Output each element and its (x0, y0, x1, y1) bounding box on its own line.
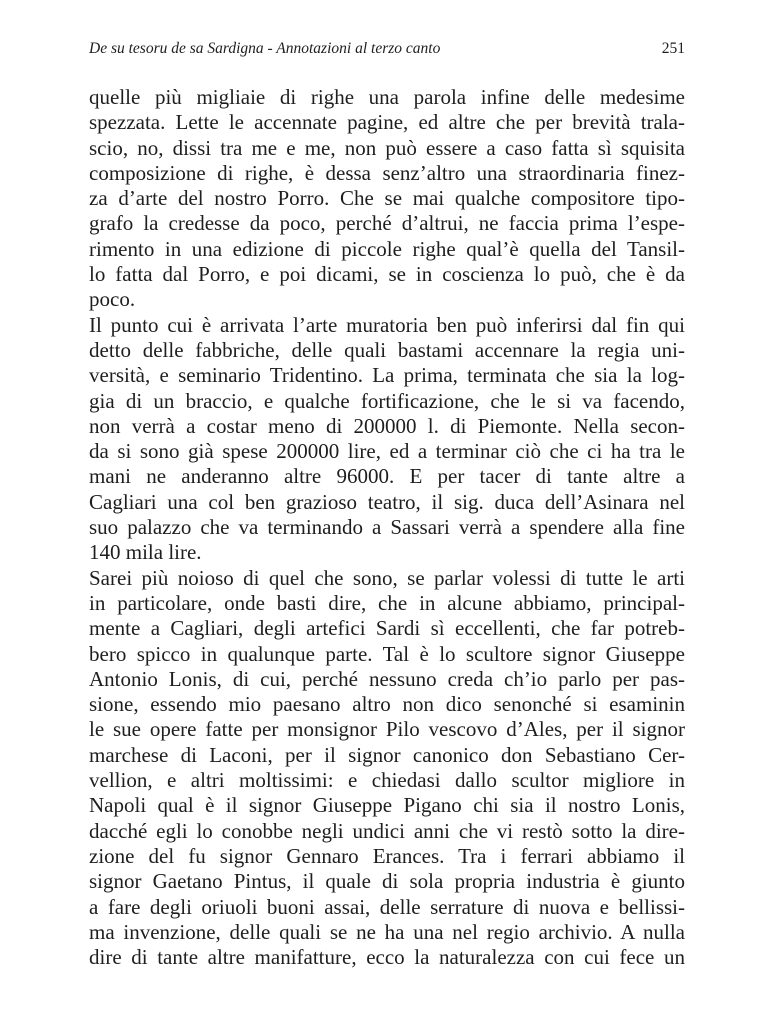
text-line: marchese di Laconi, per il signor canonico don Sebastiano Cer- (89, 742, 685, 767)
text-line: mani ne anderanno altre 96000. E per tacer di tante altre a (89, 464, 685, 489)
running-header (89, 40, 685, 62)
paragraph-1 (89, 85, 685, 313)
body-text (89, 85, 685, 970)
text-line: da si sono già spese 200000 lire, ed a terminar ciò che ci ha tra le (89, 439, 685, 464)
text-line: Antonio Lonis, di cui, perché nessuno creda ch’io parlo per pas- (89, 666, 685, 691)
text-line: dacché egli lo conobbe negli undici anni che vi restò sotto la dire- (89, 818, 685, 843)
text-line: poco. (89, 287, 136, 312)
text-line: lo fatta dal Porro, e poi dicami, se in coscienza lo può, che è da (89, 262, 685, 287)
text-line: bero spicco in qualunque parte. Tal è lo scultore signor Giuseppe (89, 641, 685, 666)
text-line: scio, no, dissi tra me e me, non può essere a caso fatta sì squisita (89, 135, 685, 160)
paragraph-2 (89, 313, 685, 566)
text-line: versità, e seminario Tridentino. La prima, terminata che sia la log- (89, 363, 685, 388)
text-line: vellion, e altri moltissimi: e chiedasi dallo scultor migliore in (89, 768, 685, 793)
paragraph-3 (89, 566, 685, 971)
text-line: composizione di righe, è dessa senz’altro una straordinaria finez- (89, 160, 685, 185)
text-line: spezzata. Lette le accennate pagine, ed altre che per brevità trala- (89, 110, 685, 135)
text-line: Sarei più noioso di quel che sono, se parlar volessi di tutte le arti (89, 565, 685, 590)
text-line: Napoli qual è il signor Giuseppe Pigano chi sia il nostro Lonis, (89, 793, 685, 818)
text-line: suo palazzo che va terminando a Sassari verrà a spendere alla fine (89, 515, 685, 540)
text-line: gia di un braccio, e qualche fortificazione, che le si va facendo, (89, 388, 685, 413)
text-line: a fare degli oriuoli buoni assai, delle serrature di nuova e bellissi- (89, 894, 685, 919)
text-line: sione, essendo mio paesano altro non dico senonché si esaminin (89, 692, 685, 717)
text-line: Cagliari una col ben grazioso teatro, il sig. duca dell’Asinara nel (89, 489, 685, 514)
text-line: quelle più migliaie di righe una parola infine delle medesime (89, 85, 685, 109)
text-line: grafo la credesse da poco, perché d’altrui, ne faccia prima l’espe- (89, 211, 685, 236)
text-line: signor Gaetano Pintus, il quale di sola propria industria è giunto (89, 869, 685, 894)
text-line: dire di tante altre manifatture, ecco la naturalezza con cui fece un (89, 945, 685, 970)
text-line: ma invenzione, delle quali se ne ha una nel regio archivio. A nulla (89, 919, 685, 944)
text-line: mente a Cagliari, degli artefici Sardi sì eccellenti, che far potreb- (89, 616, 685, 641)
text-line: Il punto cui è arrivata l’arte muratoria ben può inferirsi dal fin qui (89, 312, 685, 337)
text-line: non verrà a costar meno di 200000 l. di Piemonte. Nella secon- (89, 413, 685, 438)
text-line: zione del fu signor Gennaro Erances. Tra i ferrari abbiamo il (89, 843, 685, 868)
running-title: De su tesoru de sa Sardigna - Annotazioni al terzo canto (89, 40, 441, 57)
text-line: le sue opere fatte per monsignor Pilo vescovo d’Ales, per il signor (89, 717, 685, 742)
text-line: rimento in una edizione di piccole righe qual’è quella del Tansil- (89, 236, 685, 261)
text-line: za d’arte del nostro Porro. Che se mai qualche compositore tipo- (89, 186, 685, 211)
text-line: 140 mila lire. (89, 540, 202, 565)
page-number: 251 (661, 40, 685, 57)
text-line: in particolare, onde basti dire, che in alcune abbiamo, principal- (89, 590, 685, 615)
text-line: detto delle fabbriche, delle quali bastami accennare la regia uni- (89, 337, 685, 362)
